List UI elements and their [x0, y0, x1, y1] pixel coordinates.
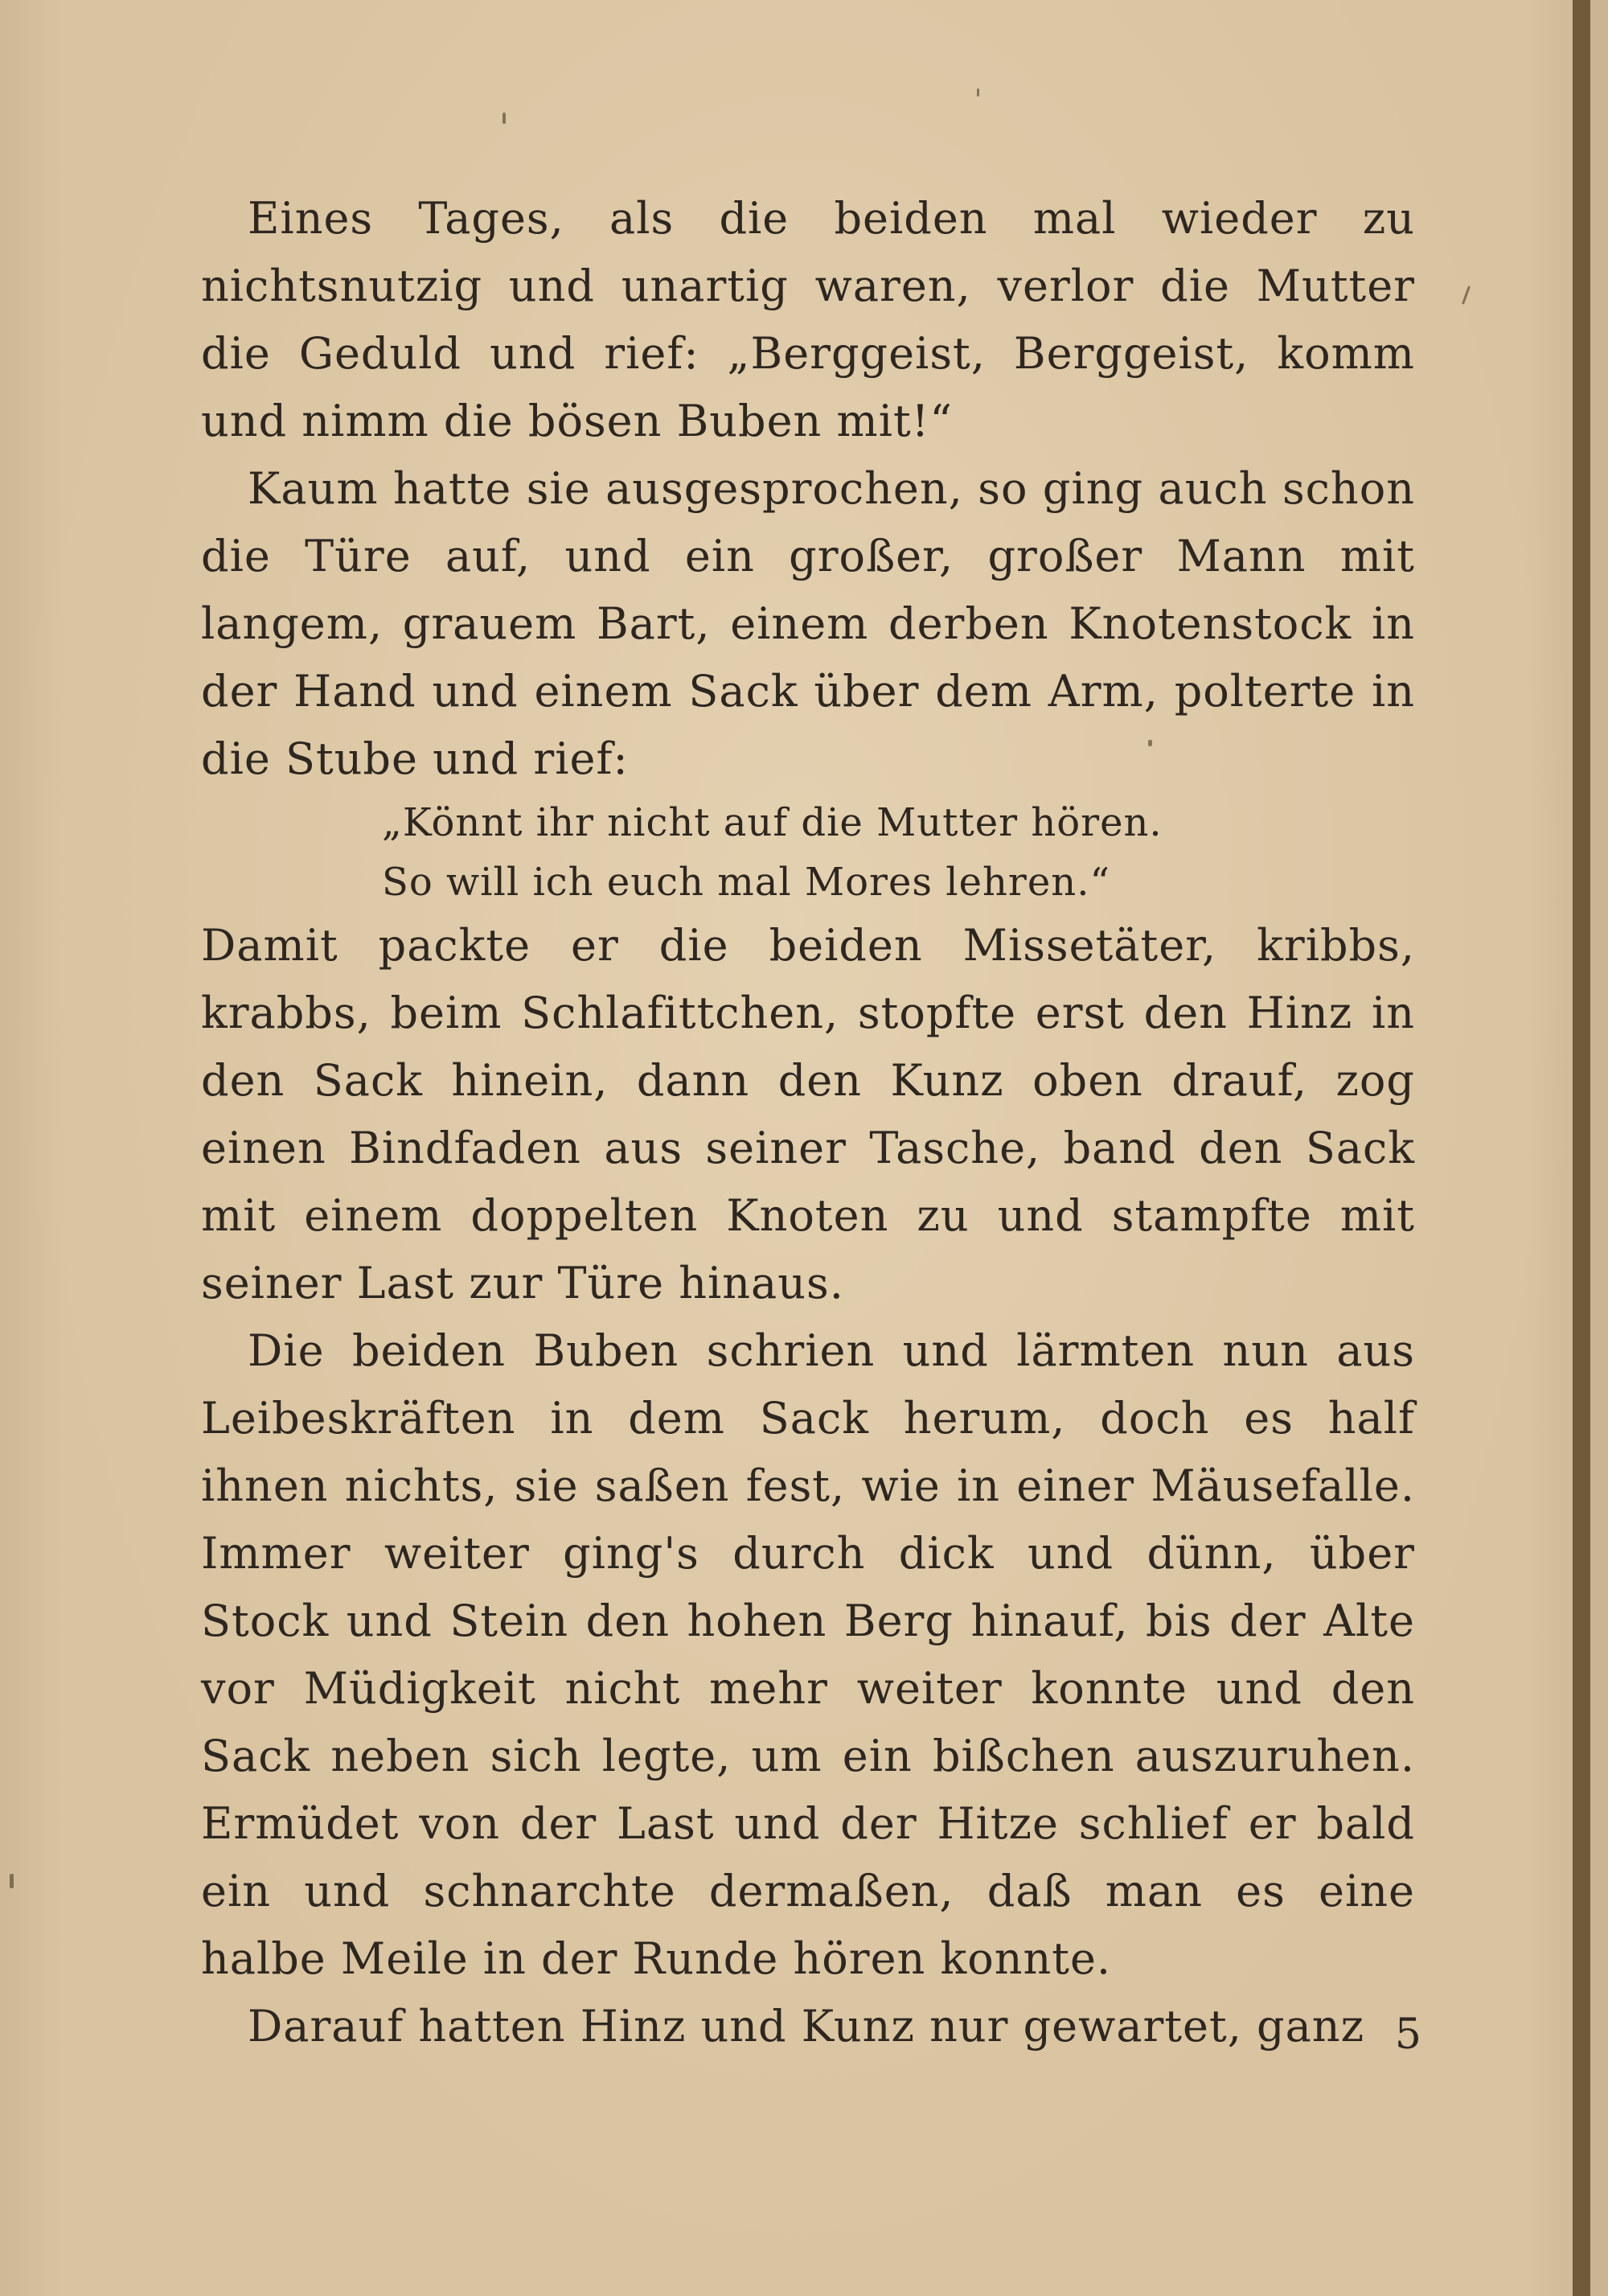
paper-speck [10, 1874, 14, 1888]
paper-speck [503, 113, 506, 124]
paper-speck [977, 88, 979, 97]
page-number: 5 [1394, 2011, 1421, 2059]
paragraph: Damit packte er die beiden Missetäter, kribbs, krabbs, beim Schlafittchen, stopfte erst den Hinz in den Sack hinein, dann den Kunz oben drauf, zog einen Bindfaden aus seiner Tasche, band den Sack mit einem doppelten Knoten zu und stampfte mit seiner Last zur Türe hinaus. [201, 920, 1415, 1308]
verse-block [201, 793, 1415, 912]
paragraph: Darauf hatten Hinz und Kunz nur gewartet, ganz [248, 2001, 1365, 2052]
page-edge [1573, 0, 1590, 2296]
paragraph: Die beiden Buben schrien und lärmten nun aus Leibeskräften in dem Sack herum, doch es half ihnen nichts, sie saßen fest, wie in einer Mäusefalle. Immer weiter ging's durch dick und dünn, über Stock und Stein den hohen Berg hinauf, bis der Alte vor Müdigkeit nicht mehr weiter konnte und den Sack neben sich legte, um ein bißchen auszuruhen. Ermüdet von der Last und der Hitze schlief er bald ein und schnarchte dermaßen, daß man es eine halbe Meile in der Runde hören konnte. [201, 1325, 1415, 1984]
page-text [201, 185, 1415, 2060]
verse-line: So will ich euch mal Mores lehren.“ [382, 860, 1110, 905]
paragraph: Eines Tages, als die beiden mal wieder zu nichtsnutzig und unartig waren, verlor die Mutter die Geduld und rief: „Berggeist, Berggeist, komm und nimm die bösen Buben mit!“ [201, 193, 1415, 446]
paragraph: Kaum hatte sie ausgesprochen, so ging auch schon die Türe auf, und ein großer, großer Mann mit langem, grauem Bart, einem derben Knotenstock in der Hand und einem Sack über dem Arm, polterte in die Stube und rief: [201, 463, 1415, 784]
verse-line: „Könnt ihr nicht auf die Mutter hören. [382, 800, 1163, 845]
paper-speck [1462, 285, 1471, 305]
